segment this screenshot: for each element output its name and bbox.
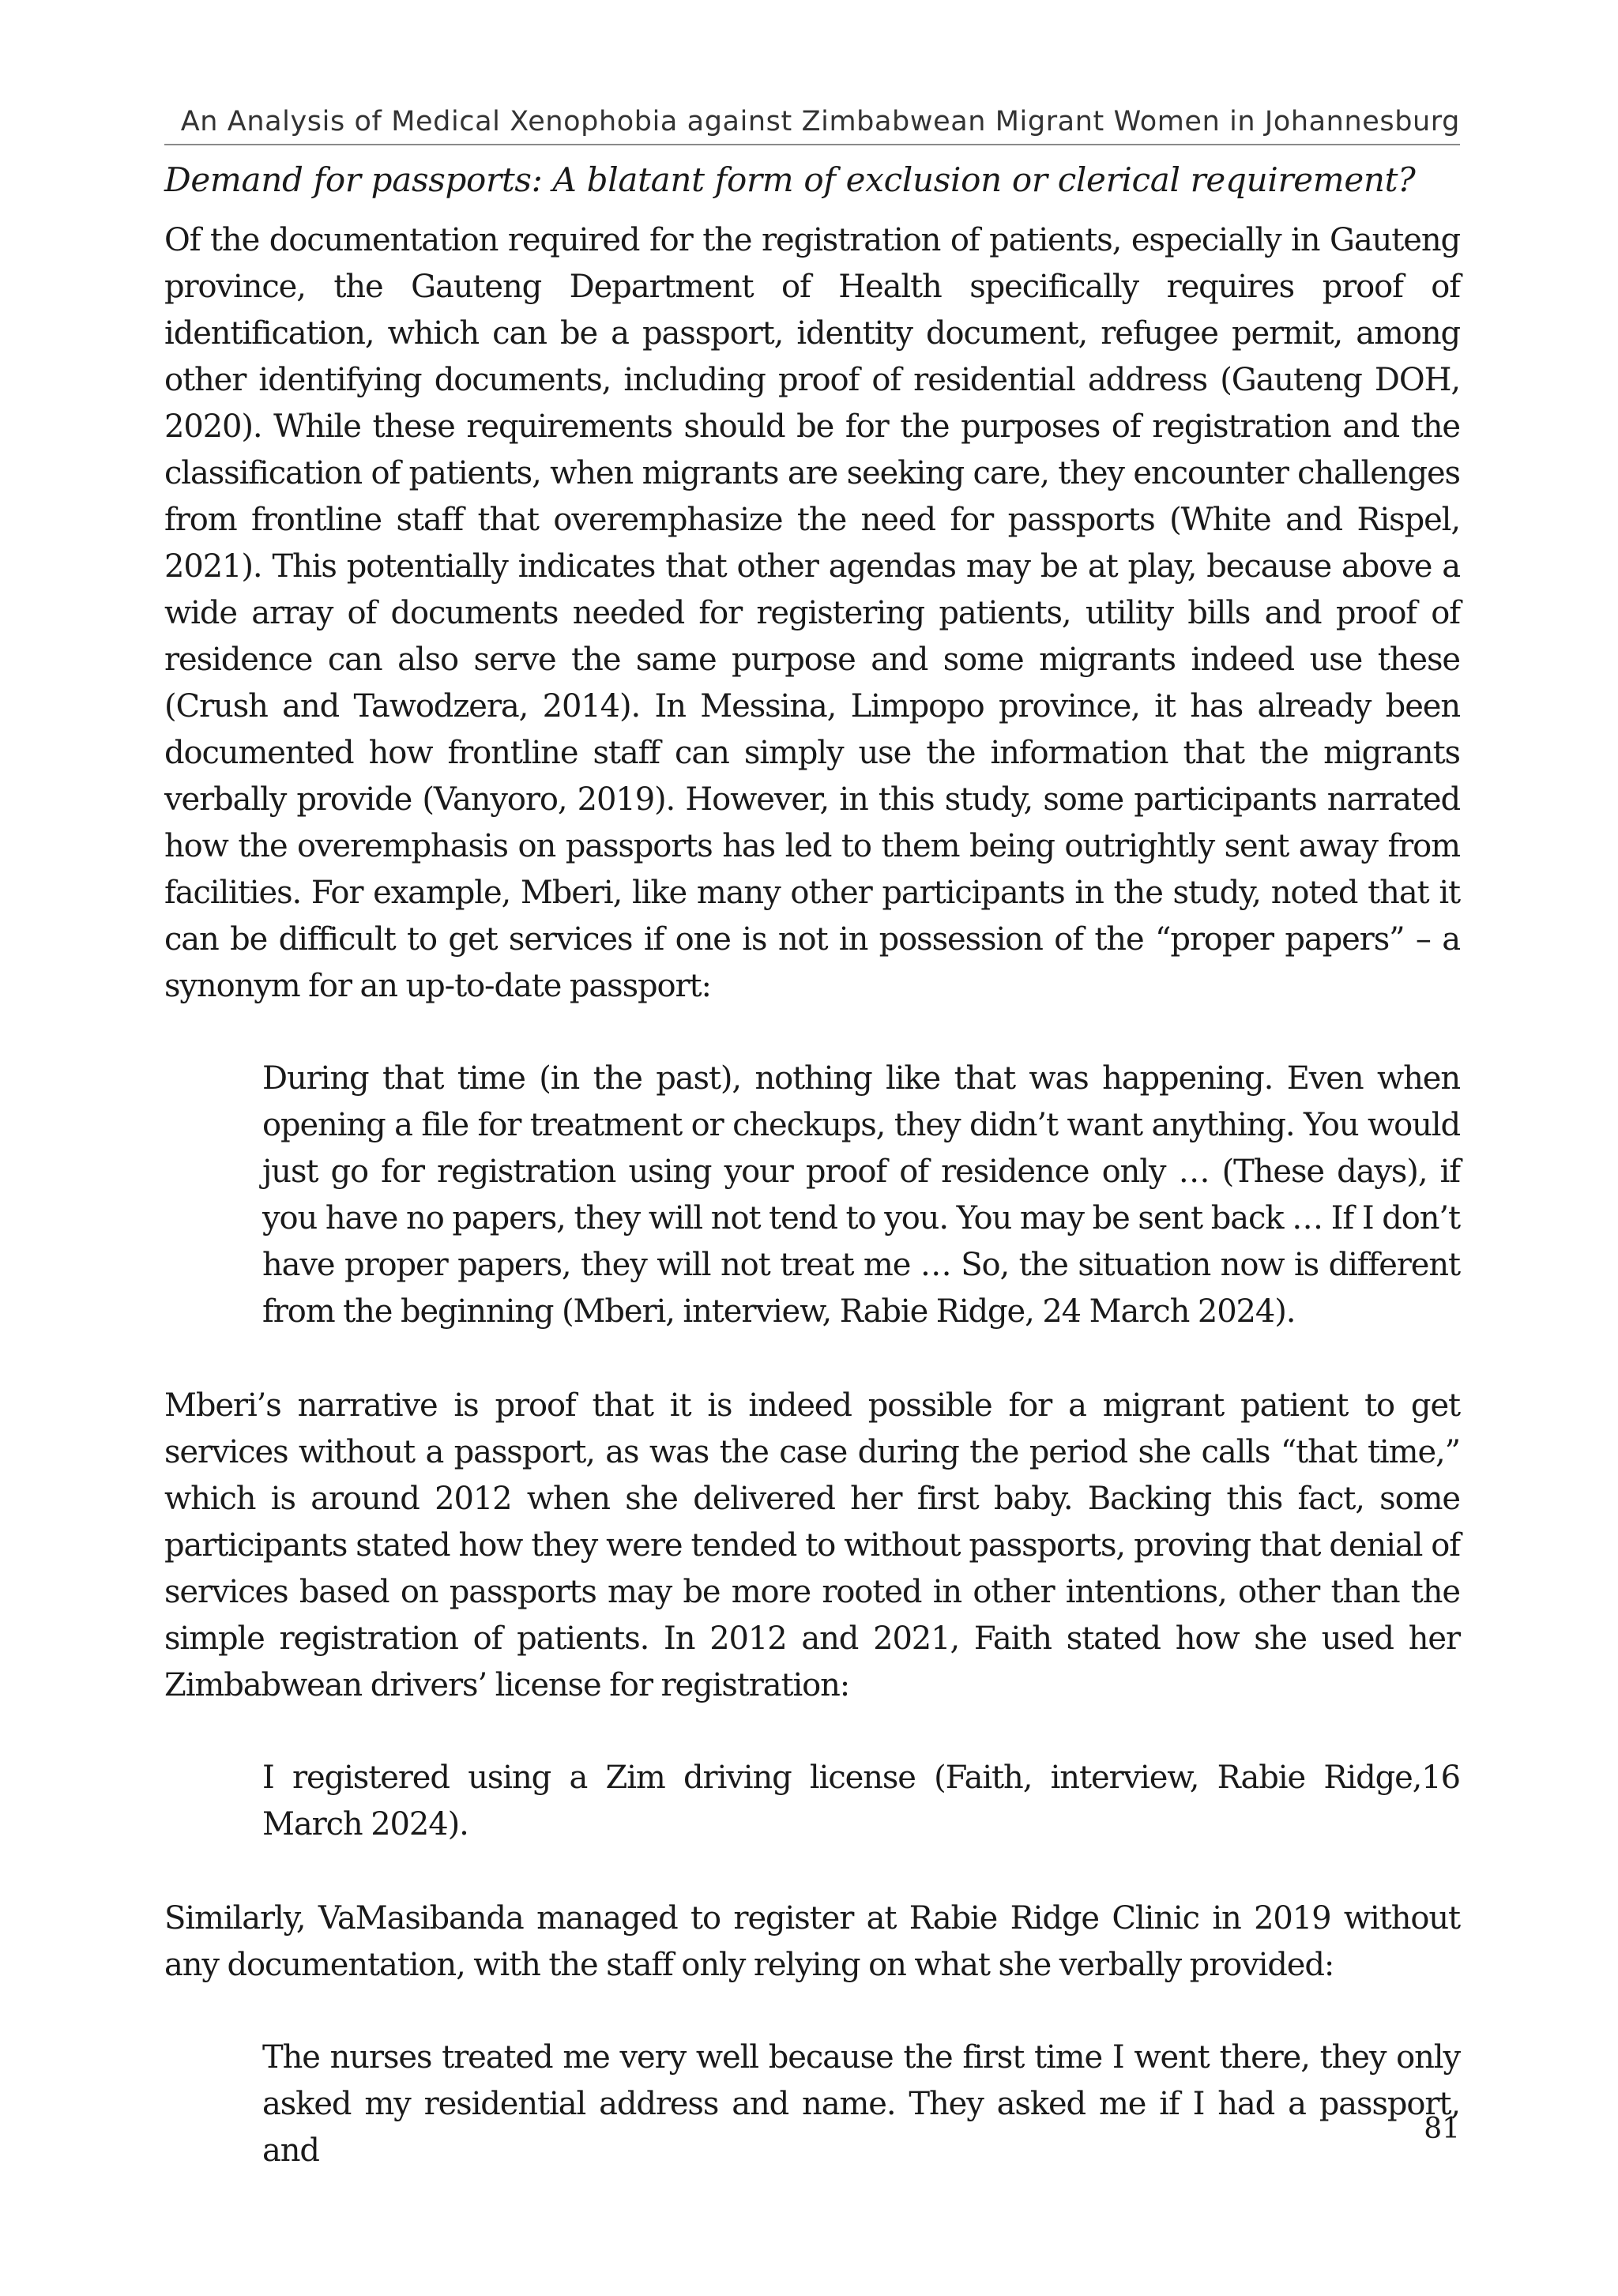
body-paragraph: Of the documentation required for the registration of patients, especially in Gauteng province, the Gauteng Department of Health specifically requires proof of identification, which can be a passport, identity document, refugee permit, among other identifying documents, including proof of residential address (Gauteng DOH, 2020). While these requirements should be for the purposes of registration and the classification of patients, when migrants are seeking care, they encounter challenges from frontline staff that overemphasize the need for passports (White and Rispel, 2021). This potentially indicates that other agendas may be at play, because above a wide array of documents needed for registering patients, utility bills and proof of residence can also serve the same purpose and some migrants indeed use these (Crush and Tawodzera, 2014). In Messina, Limpopo province, it has already been documented how frontline staff can simply use the information that the migrants verbally provide (Vanyoro, 2019). However, in this study, some participants narrated how the overemphasis on passports has led to them being outrightly sent away from facilities. For example, Mberi, like many other participants in the study, noted that it can be difficult to get services if one is not in possession of the “proper papers” – a synonym for an up-to-date passport: xyxy=(164,222,1460,1004)
block-quote: During that time (in the past), nothing like that was happening. Even when opening a file for treatment or checkups, they didn’t want anything. You would just go for registration using your proof of residence only … (These days), if you have no papers, they will not tend to you. You may be sent back … If I don’t have proper papers, they will not treat me … So, the situation now is different from the beginning (Mberi, interview, Rabie Ridge, 24 March 2024). xyxy=(262,1060,1460,1330)
running-header: An Analysis of Medical Xenophobia against Zimbabwean Migrant Women in Johannesburg xyxy=(164,100,1460,145)
block-quote: I registered using a Zim driving license (Faith, interview, Rabie Ridge,16 March 2024). xyxy=(262,1760,1460,1842)
body-paragraph: Mberi’s narrative is proof that it is indeed possible for a migrant patient to get services without a passport, as was the case during the period she calls “that time,” which is around 2012 when she delivered her first baby. Backing this fact, some participants stated how they were tended to without passports, proving that denial of services based on passports may be more rooted in other intentions, other than the simple registration of patients. In 2012 and 2021, Faith stated how she used her Zimbabwean drivers’ license for registration: xyxy=(164,1387,1460,1703)
document-page xyxy=(164,0,1460,2296)
block-quote: The nurses treated me very well because the first time I went there, they only asked my residential address and name. They asked me if I had a passport, and xyxy=(262,2039,1460,2169)
body-paragraph: Similarly, VaMasibanda managed to register at Rabie Ridge Clinic in 2019 without any documentation, with the staff only relying on what she verbally provided: xyxy=(164,1900,1460,1983)
section-heading: Demand for passports: A blatant form of exclusion or clerical requirement? xyxy=(164,160,1416,199)
page-number: 81 xyxy=(1424,2113,1460,2145)
page-content xyxy=(164,156,1460,2174)
